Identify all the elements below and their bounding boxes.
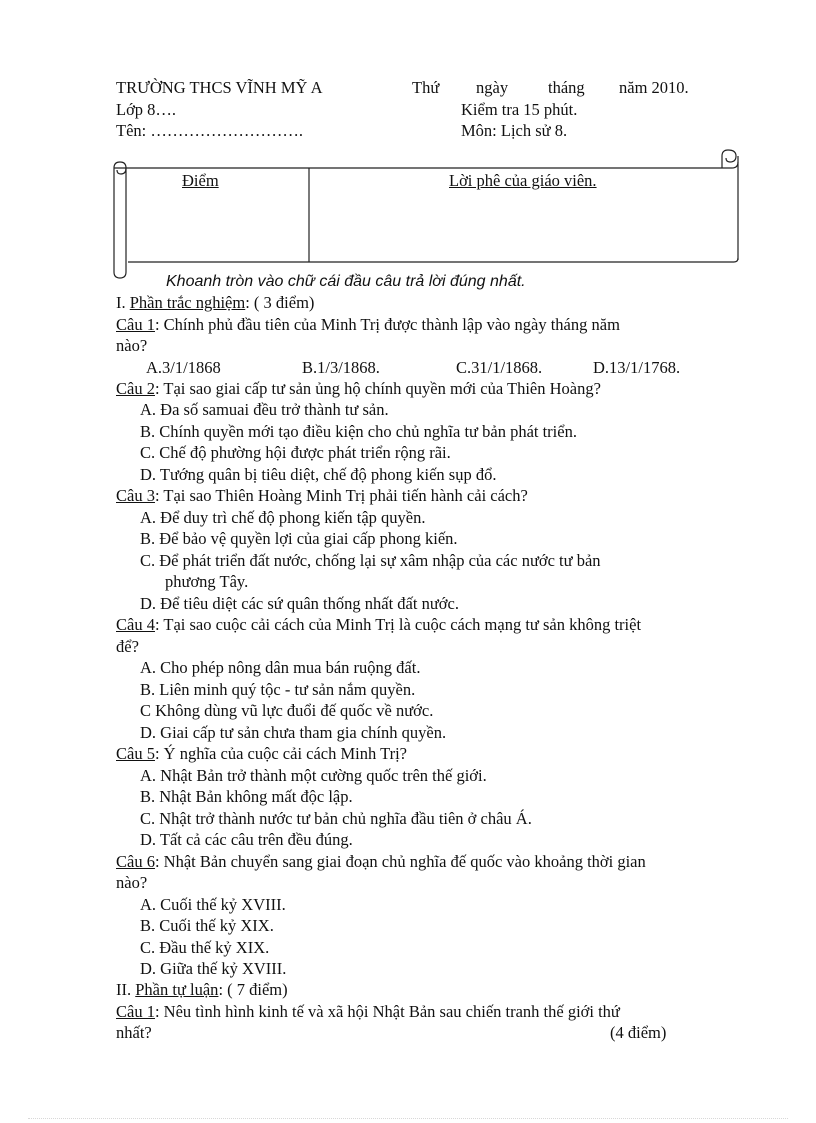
- question-3: Câu 3: Tại sao Thiên Hoàng Minh Trị phải tiến hành cải cách?: [116, 486, 528, 505]
- date-ngay: ngày: [476, 78, 509, 97]
- question-2: Câu 2: Tại sao giai cấp tư sản ủng hộ chính quyền mới của Thiên Hoàng?: [116, 379, 601, 398]
- q3-option-d: D. Để tiêu diệt các sứ quân thống nhất đất nước.: [140, 594, 459, 613]
- date-thang: tháng: [548, 78, 585, 97]
- q3-option-c: C. Để phát triển đất nước, chống lại sự xâm nhập của các nước tư bản: [140, 551, 601, 570]
- q2-option-c: C. Chế độ phường hội được phát triển rộng rãi.: [140, 443, 451, 462]
- q5-option-b: B. Nhật Bản không mất độc lập.: [140, 787, 353, 806]
- date-thu: Thứ: [412, 78, 440, 97]
- question-5: Câu 5: Ý nghĩa của cuộc cải cách Minh Trị?: [116, 744, 407, 763]
- question-1: Câu 1: Chính phủ đầu tiên của Minh Trị được thành lập vào ngày tháng năm: [116, 315, 620, 334]
- q1-option-c: C.31/1/1868.: [456, 358, 543, 377]
- date-nam: năm 2010.: [619, 78, 689, 97]
- scroll-frame: [112, 148, 740, 280]
- q6-option-c: C. Đầu thế kỷ XIX.: [140, 938, 270, 957]
- q1-option-a: A.3/1/1868: [146, 358, 221, 377]
- school-name: TRƯỜNG THCS VĨNH MỸ A: [116, 78, 323, 97]
- q2-option-b: B. Chính quyền mới tạo điều kiện cho chủ nghĩa tư bản phát triển.: [140, 422, 577, 441]
- q3-option-c-cont: phương Tây.: [165, 572, 249, 591]
- subject-label: Môn: Lịch sử 8.: [461, 121, 568, 140]
- q6-option-b: B. Cuối thế kỷ XIX.: [140, 916, 274, 935]
- score-comment-box: [112, 148, 740, 280]
- q4-option-b: B. Liên minh quý tộc - tư sản nắm quyền.: [140, 680, 416, 699]
- class-label: Lớp 8….: [116, 100, 177, 119]
- essay-question-1-cont: nhất?: [116, 1023, 152, 1042]
- question-4-cont: để?: [116, 637, 139, 656]
- q4-option-a: A. Cho phép nông dân mua bán ruộng đất.: [140, 658, 421, 677]
- test-type: Kiểm tra 15 phút.: [461, 100, 578, 119]
- part1-heading: I. Phần trắc nghiệm: ( 3 điểm): [116, 293, 315, 312]
- teacher-comment-label: Lời phê của giáo viên.: [449, 171, 597, 190]
- question-4: Câu 4: Tại sao cuộc cải cách của Minh Trị là cuộc cách mạng tư sản không triệt: [116, 615, 642, 634]
- q2-option-a: A. Đa số samuai đều trở thành tư sản.: [140, 400, 389, 419]
- part2-heading: II. Phần tự luận: ( 7 điểm): [116, 980, 288, 999]
- q4-option-c: C Không dùng vũ lực đuổi đế quốc về nước.: [140, 701, 434, 720]
- score-label: Điểm: [182, 171, 219, 190]
- essay-question-1: Câu 1: Nêu tình hình kinh tế và xã hội Nhật Bản sau chiến tranh thế giới thứ: [116, 1002, 620, 1021]
- q3-option-a: A. Để duy trì chế độ phong kiến tập quyền.: [140, 508, 426, 527]
- essay-question-1-points: (4 điểm): [610, 1023, 667, 1042]
- q5-option-c: C. Nhật trở thành nước tư bản chủ nghĩa đầu tiên ở châu Á.: [140, 809, 532, 828]
- q3-option-b: B. Để bảo vệ quyền lợi của giai cấp phong kiến.: [140, 529, 458, 548]
- q1-option-b: B.1/3/1868.: [302, 358, 380, 377]
- question-1-cont: nào?: [116, 336, 148, 355]
- student-name-field: Tên: ……………………….: [116, 121, 303, 140]
- q5-option-d: D. Tất cả các câu trên đều đúng.: [140, 830, 353, 849]
- q5-option-a: A. Nhật Bản trở thành một cường quốc trên thế giới.: [140, 766, 487, 785]
- q6-option-d: D. Giữa thế kỷ XVIII.: [140, 959, 287, 978]
- instruction: Khoanh tròn vào chữ cái đầu câu trả lời đúng nhất.: [166, 273, 526, 290]
- page-bottom-divider: [28, 1118, 788, 1119]
- question-6: Câu 6: Nhật Bản chuyển sang giai đoạn chủ nghĩa đế quốc vào khoảng thời gian: [116, 852, 646, 871]
- q1-option-d: D.13/1/1768.: [593, 358, 681, 377]
- q6-option-a: A. Cuối thế kỷ XVIII.: [140, 895, 286, 914]
- question-6-cont: nào?: [116, 873, 148, 892]
- q4-option-d: D. Giai cấp tư sản chưa tham gia chính quyền.: [140, 723, 447, 742]
- q2-option-d: D. Tướng quân bị tiêu diệt, chế độ phong kiến sụp đổ.: [140, 465, 497, 484]
